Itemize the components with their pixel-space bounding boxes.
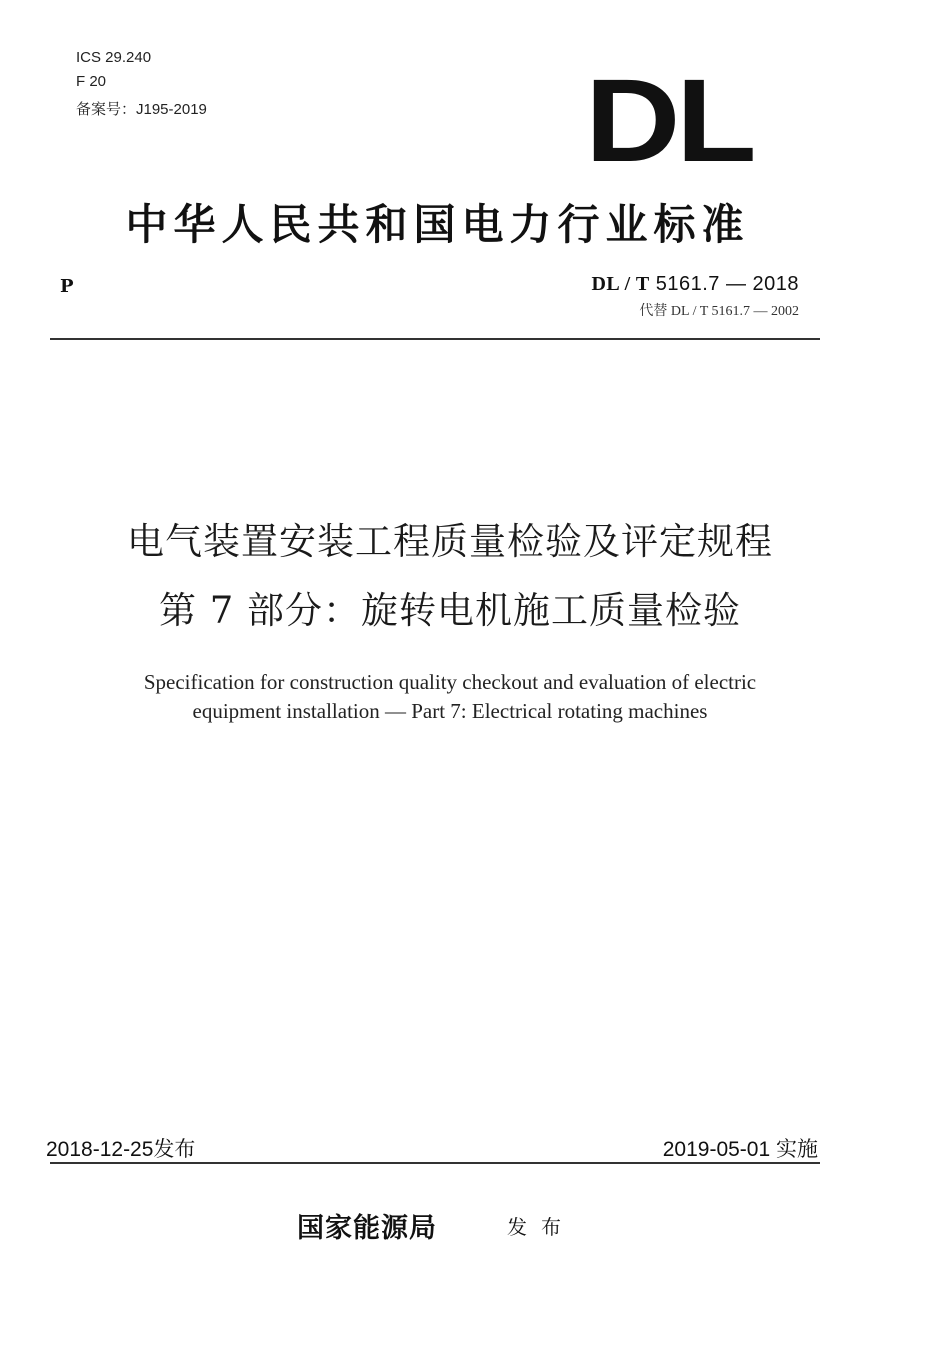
- standard-title: 中华人民共和国电力行业标准: [125, 200, 750, 249]
- category-letter: P: [60, 276, 74, 297]
- dl-logo: DL: [585, 55, 753, 187]
- standard-number-value: 5161.7 — 2018: [655, 273, 799, 295]
- standard-number-prefix: DL / T: [591, 273, 650, 295]
- title-english-line1: Specification for construction quality checkout and evaluation of electric: [143, 670, 757, 694]
- issue-date: 2018-12-25发布: [46, 1138, 196, 1161]
- issuing-authority: 国家能源局: [297, 1213, 437, 1244]
- ics-code: ICS 29.240: [76, 49, 152, 66]
- title-chinese-line1: 电气装置安装工程质量检验及评定规程: [127, 520, 773, 563]
- replaces-standard: 代替 DL / T 5161.7 — 2002: [639, 304, 799, 319]
- classification-code: F 20: [76, 73, 107, 90]
- bottom-divider: [50, 1162, 820, 1164]
- issue-label: 发布: [507, 1215, 575, 1239]
- title-chinese-line2: 第 7 部分：旋转电机施工质量检验: [158, 589, 742, 632]
- title-english-line2: equipment installation — Part 7: Electrical rotating machines: [192, 699, 708, 723]
- record-number: 备案号：J195-2019: [76, 101, 207, 118]
- top-divider: [50, 338, 820, 340]
- implementation-date: 2019-05-01 实施: [662, 1138, 818, 1161]
- standard-number: [591, 273, 799, 296]
